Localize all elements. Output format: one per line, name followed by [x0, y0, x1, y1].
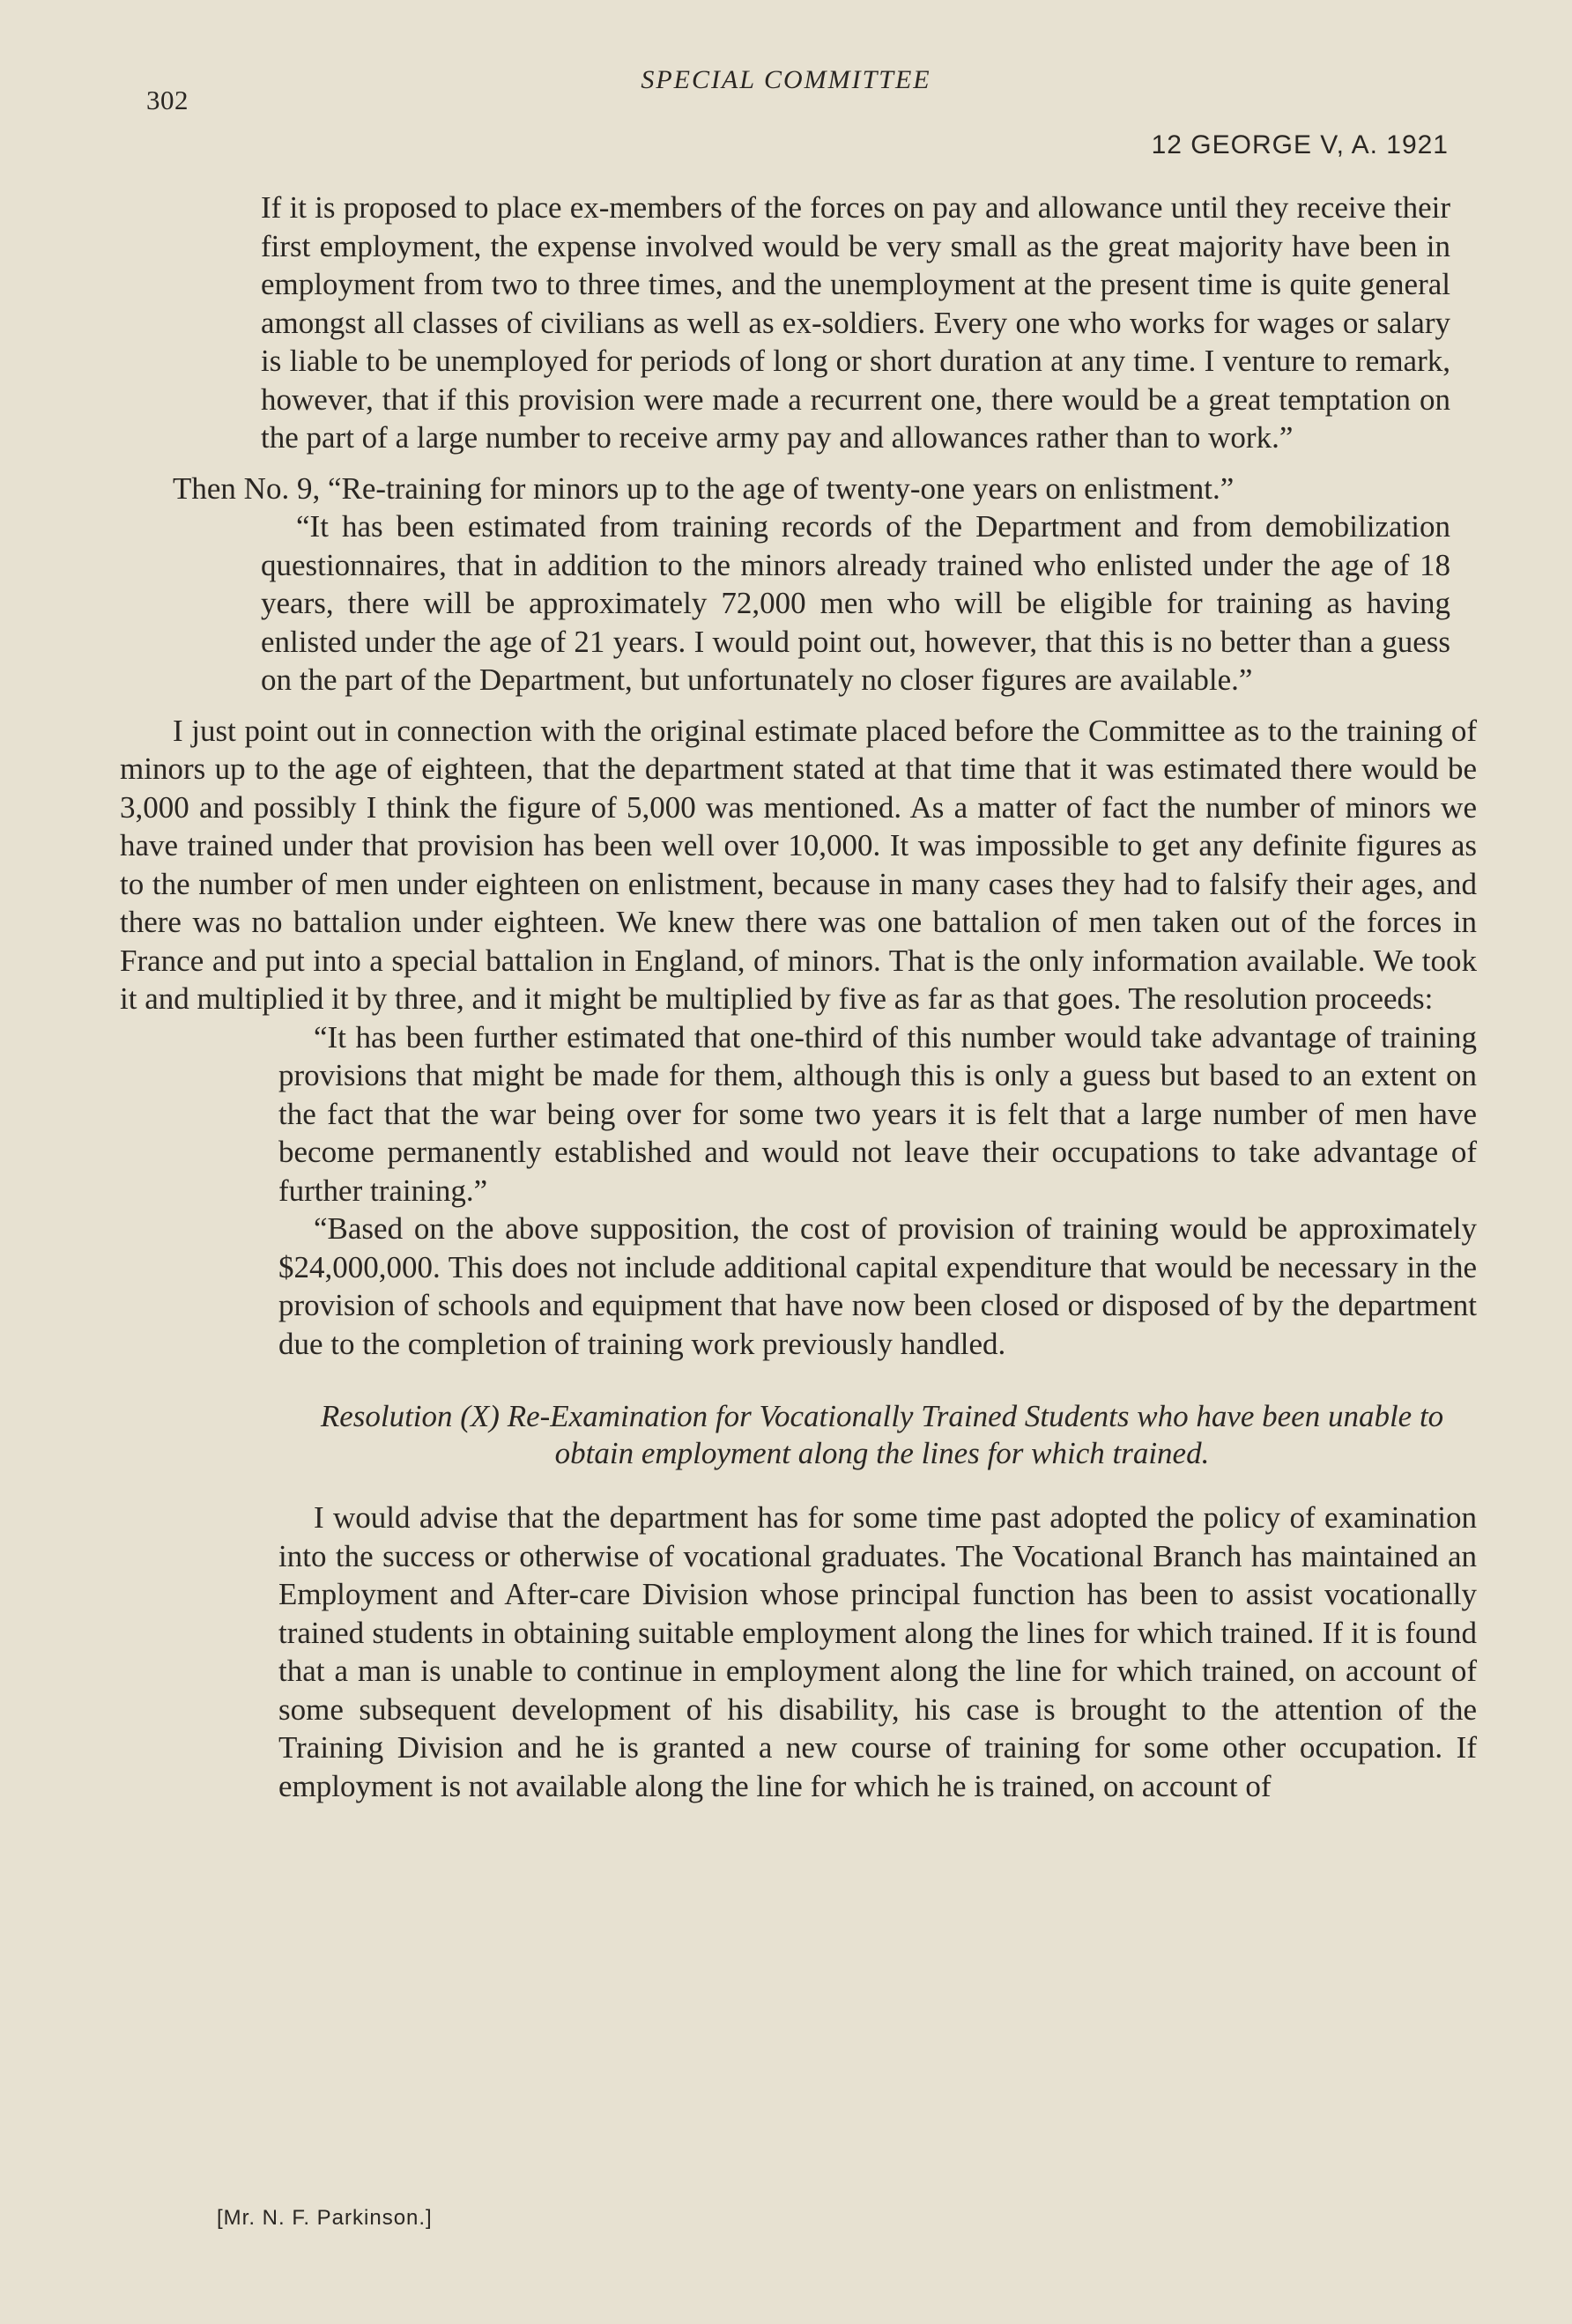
- paragraph: “It has been estimated from training records of the Department and from demobilization questionnaires, that in addition to the minors already trained who enlisted under the age of 18 years, there will be approximately 72,000 men who will be eligible for training as having enlisted under the age of 21 years. I would point out, however, that this is no better than a guess on the part of the Department, but unfortunately no closer figures are available.”: [261, 509, 1450, 697]
- paragraph: “It has been further estimated that one-third of this number would take advantage of training provisions that might be made for them, although this is only a guess but based to an extent on the fact that the war being over for some two years it is felt that a large number of men have become permanently established and would not leave their occupations to take advantage of further training.”: [278, 1019, 1477, 1208]
- speaker-footer: [Mr. N. F. Parkinson.]: [217, 2206, 433, 2230]
- paragraph: I would advise that the department has for some time past adopted the policy of examination into the success or otherwise of vocational graduates. The Vocational Branch has maintained an Employment and After-care Division whose principal function has been to assist vocationally trained students in obtaining suitable employment along the lines for which trained. If it is found that a man is unable to continue in employment along the line for which trained, on account of some subsequent development of his disability, his case is brought to the attention of the Training Division and he is granted a new course of training for some other occupation. If employment is not available along the line for which he is trained, on account of: [278, 1500, 1477, 1803]
- page-number: 302: [146, 85, 189, 115]
- paragraph: “Based on the above supposition, the cost of provision of training would be approximately $24,000,000. This does not include additional capital expenditure that would be necessary in the provision of schools and equipment that have now been closed or disposed of by the department due to the completion of training work previously handled.: [278, 1211, 1477, 1361]
- paragraph: If it is proposed to place ex-members of the forces on pay and allowance until they receive their first employment, the expense involved would be very small as the great majority have been in employment from two to three times, and the unemployment at the present time is quite general amongst all classes of civilians as well as ex-soldiers. Every one who works for wages or salary is liable to be unemployed for periods of long or short duration at any time. I venture to remark, however, that if this provision were made a recurrent one, there would be a great temptation on the part of a large number to receive army pay and allowances rather than to work.”: [261, 190, 1450, 455]
- running-title: SPECIAL COMMITTEE: [641, 65, 931, 94]
- page-body: [120, 189, 1477, 1805]
- section-heading: Resolution (X) Re-Examination for Vocationally Trained Students who have been unable to obtain employment along the lines for which trained.: [320, 1399, 1444, 1470]
- paragraph: Then No. 9, “Re-training for minors up to the age of twenty-one years on enlistment.”: [173, 470, 1235, 506]
- paragraph: I just point out in connection with the original estimate placed before the Committee as to the training of minors up to the age of eighteen, that the department stated at that time that it was estimated there would be 3,000 and possibly I think the figure of 5,000 was mentioned. As a matter of fact the number of minors we have trained under that provision has been well over 10,000. It was impossible to get any definite figures as to the number of men under eighteen on enlistment, because in many cases they had to falsify their ages, and there was no battalion under eighteen. We knew there was one battalion of men taken out of the forces in France and put into a special battalion in England, of minors. That is the only information available. We took it and multiplied it by three, and it might be multiplied by five as far as that goes. The resolution proceeds:: [120, 713, 1477, 1016]
- session-label: 12 GEORGE V, A. 1921: [1151, 130, 1449, 159]
